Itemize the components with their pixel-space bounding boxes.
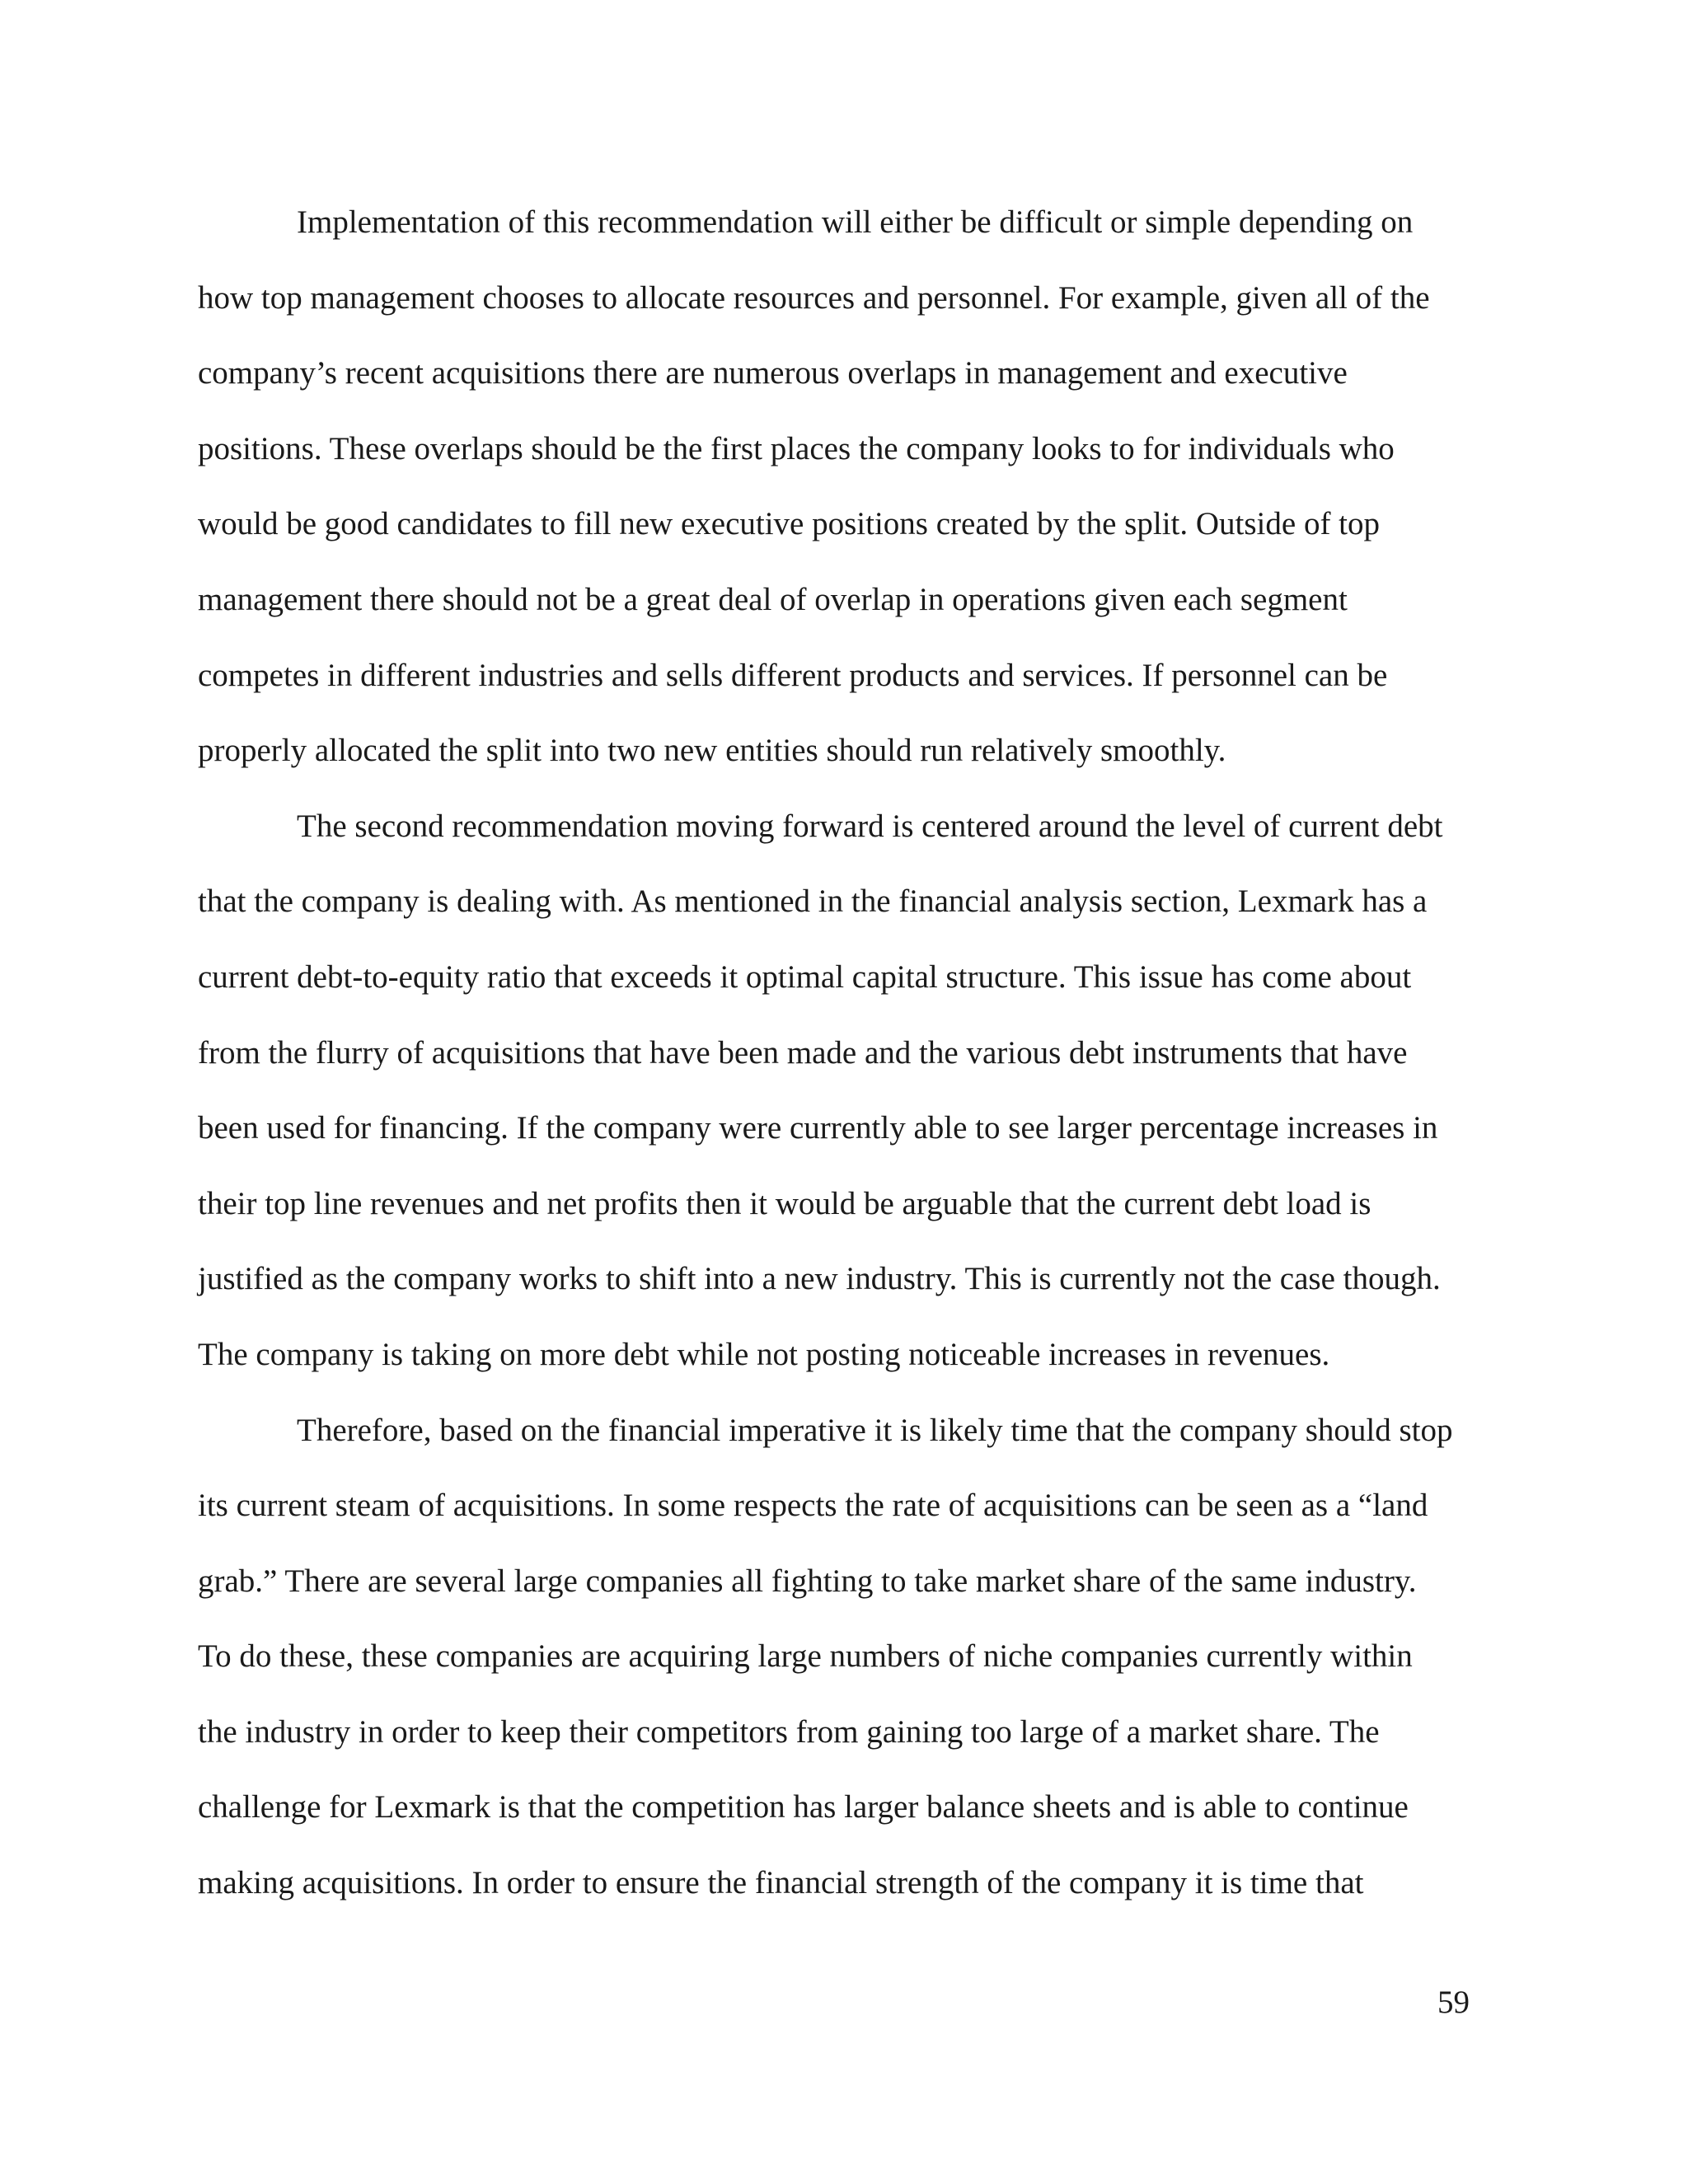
- paragraph-2-line-2: that the company is dealing with. As mentioned in the financial analysis section, Lexmark has a: [198, 883, 1428, 920]
- paragraph-1-line-2: how top management chooses to allocate resources and personnel. For example, given all of the: [198, 279, 1430, 316]
- paragraph-1-line-7: competes in different industries and sells different products and services. If personnel can be: [198, 657, 1388, 693]
- paragraph-3-line-3: grab.” There are several large companies all fighting to take market share of the same industry.: [198, 1563, 1417, 1599]
- paragraph-1-line-4: positions. These overlaps should be the first places the company looks to for individuals who: [198, 430, 1395, 466]
- paragraph-3-line-6: challenge for Lexmark is that the competition has larger balance sheets and is able to continue: [198, 1789, 1409, 1825]
- page-number: 59: [1437, 1985, 1470, 2020]
- paragraph-2-line-4: from the flurry of acquisitions that have been made and the various debt instruments that have: [198, 1034, 1408, 1071]
- paragraph-2-line-5: been used for financing. If the company were currently able to see larger percentage increases in: [198, 1110, 1438, 1146]
- paragraph-1-line-5: would be good candidates to fill new executive positions created by the split. Outside of top: [198, 506, 1381, 542]
- paragraph-3-line-4: To do these, these companies are acquiring large numbers of niche companies currently within: [198, 1638, 1413, 1675]
- paragraph-1-line-3: company’s recent acquisitions there are numerous overlaps in management and executive: [198, 355, 1348, 391]
- paragraph-3-line-2: its current steam of acquisitions. In some respects the rate of acquisitions can be seen as a “land: [198, 1488, 1428, 1524]
- body-text: [198, 185, 1484, 1921]
- paragraph-1-line-1: Implementation of this recommendation will either be difficult or simple depending on: [297, 204, 1414, 240]
- paragraph-2-line-1: The second recommendation moving forward is centered around the level of current debt: [297, 808, 1443, 844]
- paragraph-1-line-8: properly allocated the split into two new entities should run relatively smoothly.: [198, 733, 1226, 769]
- paragraph-3-line-1: Therefore, based on the financial imperative it is likely time that the company should stop: [297, 1412, 1453, 1448]
- paragraph-2-line-7: justified as the company works to shift into a new industry. This is currently not the case though.: [198, 1261, 1441, 1297]
- paragraph-2-line-6: their top line revenues and net profits then it would be arguable that the current debt load is: [198, 1185, 1372, 1221]
- paragraph-2-line-3: current debt-to-equity ratio that exceeds it optimal capital structure. This issue has come about: [198, 958, 1412, 995]
- paragraph-3-line-5: the industry in order to keep their competitors from gaining too large of a market share. The: [198, 1713, 1380, 1750]
- paragraph-3-line-7: making acquisitions. In order to ensure the financial strength of the company it is time that: [198, 1865, 1364, 1901]
- paragraph-2-line-8: The company is taking on more debt while not posting noticeable increases in revenues.: [198, 1336, 1330, 1372]
- paragraph-1-line-6: management there should not be a great deal of overlap in operations given each segment: [198, 581, 1348, 617]
